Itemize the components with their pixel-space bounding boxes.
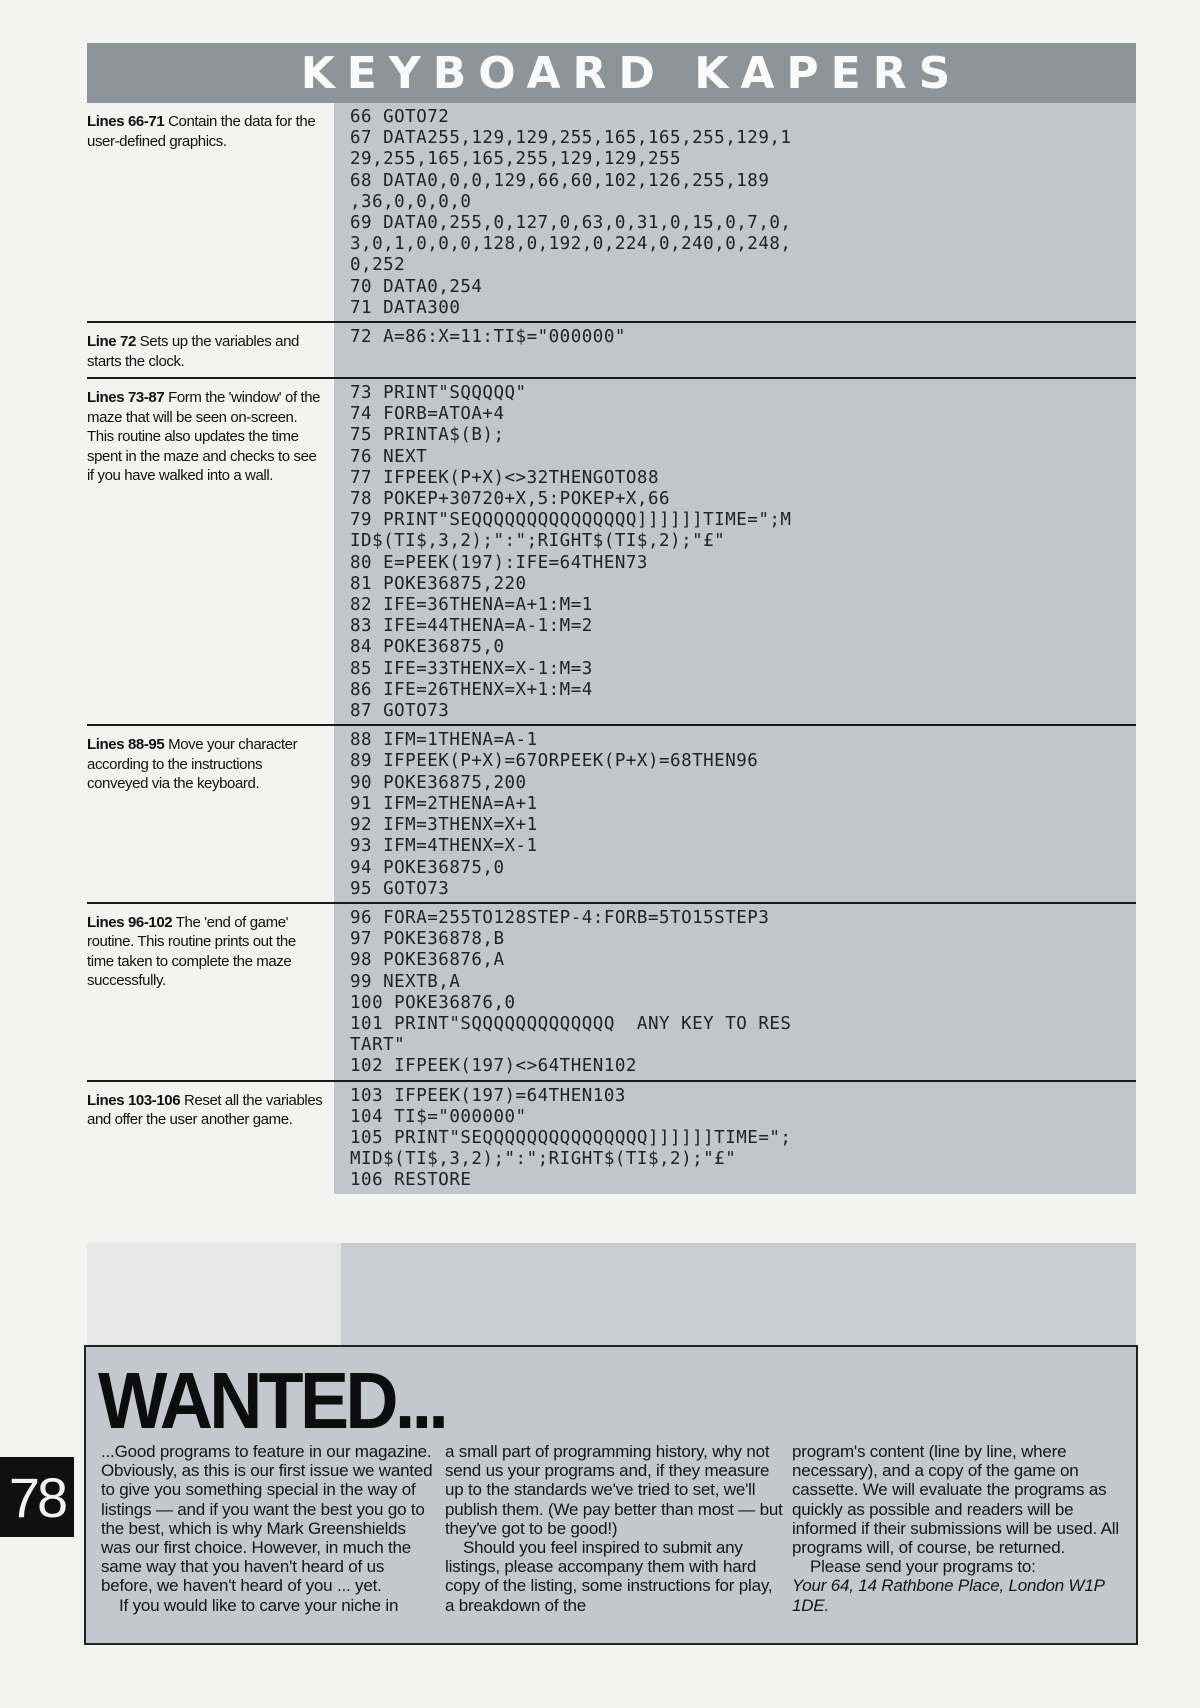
code-line: 104 TI$="000000": [350, 1106, 527, 1127]
code-line: 101 PRINT"SQQQQQQQQQQQQQ ANY KEY TO RES: [350, 1013, 792, 1034]
section-line-range: Line 72: [87, 333, 136, 351]
listing-section: [87, 726, 1136, 904]
section-explanation: Sets up the variables and starts the clock.: [87, 333, 299, 370]
code-line: 100 POKE36876,0: [350, 992, 516, 1013]
code-line: 76 NEXT: [350, 446, 428, 467]
code-line: 86 IFE=26THENX=X+1:M=4: [350, 679, 593, 700]
code-line: 89 IFPEEK(P+X)=67ORPEEK(P+X)=68THEN96: [350, 751, 759, 772]
section-explanation: Move your character according to the instructions conveyed via the keyboard.: [87, 736, 298, 793]
wanted-column-1: [101, 1442, 439, 1615]
code-line: 79 PRINT"SEQQQQQQQQQQQQQQQ]]]]]]TIME=";M: [350, 510, 792, 531]
page-number: 78: [0, 1457, 74, 1537]
code-line: MID$(TI$,3,2);":";RIGHT$(TI$,2);"£": [350, 1149, 737, 1170]
code-line: 84 POKE36875,0: [350, 637, 505, 658]
wanted-column-2: [445, 1442, 783, 1615]
code-line: TART": [350, 1035, 406, 1056]
code-line: 81 POKE36875,220: [350, 573, 527, 594]
section-description: [87, 379, 332, 724]
code-line: 70 DATA0,254: [350, 276, 483, 297]
section-line-range: Lines 103-106: [87, 1091, 181, 1109]
code-line: 80 E=PEEK(197):IFE=64THEN73: [350, 552, 648, 573]
code-line: 66 GOTO72: [350, 107, 450, 127]
wanted-paragraph: Please send your programs to:: [810, 1557, 1036, 1577]
section-line-range: Lines 73-87: [87, 389, 165, 407]
code-line: 99 NEXTB,A: [350, 971, 461, 992]
section-explanation: Form the 'window' of the maze that will be seen on-screen. This routine also updates the time spent in the maze and checks to see if you have walked into a wall.: [87, 389, 321, 485]
section-explanation: Contain the data for the user-defined graphics.: [87, 113, 316, 150]
listing-section: [87, 904, 1136, 1082]
listing-section: [87, 1082, 1136, 1194]
code-line: 0,252: [350, 255, 406, 276]
wanted-column-3: [792, 1442, 1128, 1615]
listing-section: [87, 103, 1136, 323]
code-block: [334, 379, 1136, 724]
code-line: 95 GOTO73: [350, 878, 450, 899]
section-line-range: Lines 96-102: [87, 913, 173, 931]
code-line: 92 IFM=3THENX=X+1: [350, 815, 538, 836]
code-line: 74 FORB=ATOA+4: [350, 404, 505, 425]
wanted-box: [84, 1345, 1138, 1645]
wanted-paragraph: Should you feel inspired to submit any listings, please accompany them with hard copy of the listing, some instructions for play, a breakdown of the: [445, 1538, 773, 1615]
code-line: 91 IFM=2THENA=A+1: [350, 793, 538, 814]
code-line: 102 IFPEEK(197)<>64THEN102: [350, 1056, 637, 1077]
code-line: 93 IFM=4THENX=X-1: [350, 836, 538, 857]
section-description: [87, 904, 332, 1080]
code-line: 71 DATA300: [350, 297, 461, 318]
section-description: [87, 1082, 332, 1194]
code-line: 98 POKE36876,A: [350, 950, 505, 971]
section-explanation: The 'end of game' routine. This routine prints out the time taken to complete the maze successfully.: [87, 913, 296, 990]
code-line: ID$(TI$,3,2);":";RIGHT$(TI$,2);"£": [350, 531, 726, 552]
wanted-title: WANTED...: [98, 1356, 446, 1445]
wanted-paragraph: ...Good programs to feature in our magazine. Obviously, as this is our first issue we wanted to give you something special in the way of listings — and if you want the best you go to the best, which is why Mark Greenshields was our first choice. However, in much the same way that you haven't heard of us before, we haven't heard of you ... yet.: [101, 1442, 433, 1596]
listing-section: [87, 323, 1136, 379]
code-line: 72 A=86:X=11:TI$="000000": [350, 327, 626, 348]
code-line: 96 FORA=255TO128STEP-4:FORB=5TO15STEP3: [350, 907, 770, 928]
code-line: 94 POKE36875,0: [350, 857, 505, 878]
code-line: 83 IFE=44THENA=A-1:M=2: [350, 616, 593, 637]
code-block: [334, 726, 1136, 902]
code-line: 87 GOTO73: [350, 701, 450, 722]
wanted-paragraph: program's content (line by line, where necessary), and a copy of the game on cassette. We will evaluate the programs as quickly as possible and readers will be informed if their submissions will be used. All programs will, of course, be returned.: [792, 1442, 1119, 1558]
code-line: 29,255,165,165,255,129,129,255: [350, 149, 682, 170]
section-explanation: Reset all the variables and offer the user another game.: [87, 1091, 323, 1129]
code-line: 97 POKE36878,B: [350, 929, 505, 950]
wanted-paragraph: a small part of programming history, why not send us your programs and, if they measure up to the standards we've tried to set, we'll publish them. (We pay better than most — but they've got to be good!): [445, 1442, 783, 1538]
code-block: [334, 904, 1136, 1080]
code-block: [334, 103, 1136, 321]
code-line: 85 IFE=33THENX=X-1:M=3: [350, 658, 593, 679]
code-line: 75 PRINTA$(B);: [350, 425, 505, 446]
code-block: [334, 1082, 1136, 1194]
section-title: KEYBOARD KAPERS: [300, 47, 963, 99]
section-description: [87, 726, 332, 902]
code-line: ,36,0,0,0,0: [350, 191, 472, 212]
code-line: 88 IFM=1THENA=A-1: [350, 730, 538, 751]
section-line-range: Lines 88-95: [87, 736, 165, 754]
code-line: 90 POKE36875,200: [350, 772, 527, 793]
listing-footer-margin: [87, 1243, 341, 1347]
page-header: [87, 43, 1136, 103]
listing-section: [87, 379, 1136, 726]
wanted-paragraph: If you would like to carve your niche in: [119, 1595, 399, 1615]
code-line: 77 IFPEEK(P+X)<>32THENGOTO88: [350, 467, 660, 488]
code-line: 69 DATA0,255,0,127,0,63,0,31,0,15,0,7,0,: [350, 213, 792, 234]
section-description: [87, 103, 332, 321]
code-line: 105 PRINT"SEQQQQQQQQQQQQQQQ]]]]]]TIME=";: [350, 1127, 792, 1148]
code-line: 103 IFPEEK(197)=64THEN103: [350, 1085, 626, 1106]
code-line: 82 IFE=36THENA=A+1:M=1: [350, 595, 593, 616]
code-line: 78 POKEP+30720+X,5:POKEP+X,66: [350, 489, 671, 510]
code-line: 67 DATA255,129,129,255,165,165,255,129,1: [350, 128, 792, 149]
program-listing: [87, 103, 1136, 1194]
code-line: 68 DATA0,0,0,129,66,60,102,126,255,189: [350, 170, 770, 191]
section-line-range: Lines 66-71: [87, 113, 165, 130]
wanted-address: Your 64, 14 Rathbone Place, London W1P 1DE.: [792, 1576, 1105, 1615]
code-block: [334, 323, 1136, 377]
code-line: 106 RESTORE: [350, 1170, 472, 1191]
code-line: 3,0,1,0,0,0,128,0,192,0,224,0,240,0,248,: [350, 234, 792, 255]
code-line: 73 PRINT"SQQQQQ": [350, 383, 527, 404]
section-description: [87, 323, 332, 377]
